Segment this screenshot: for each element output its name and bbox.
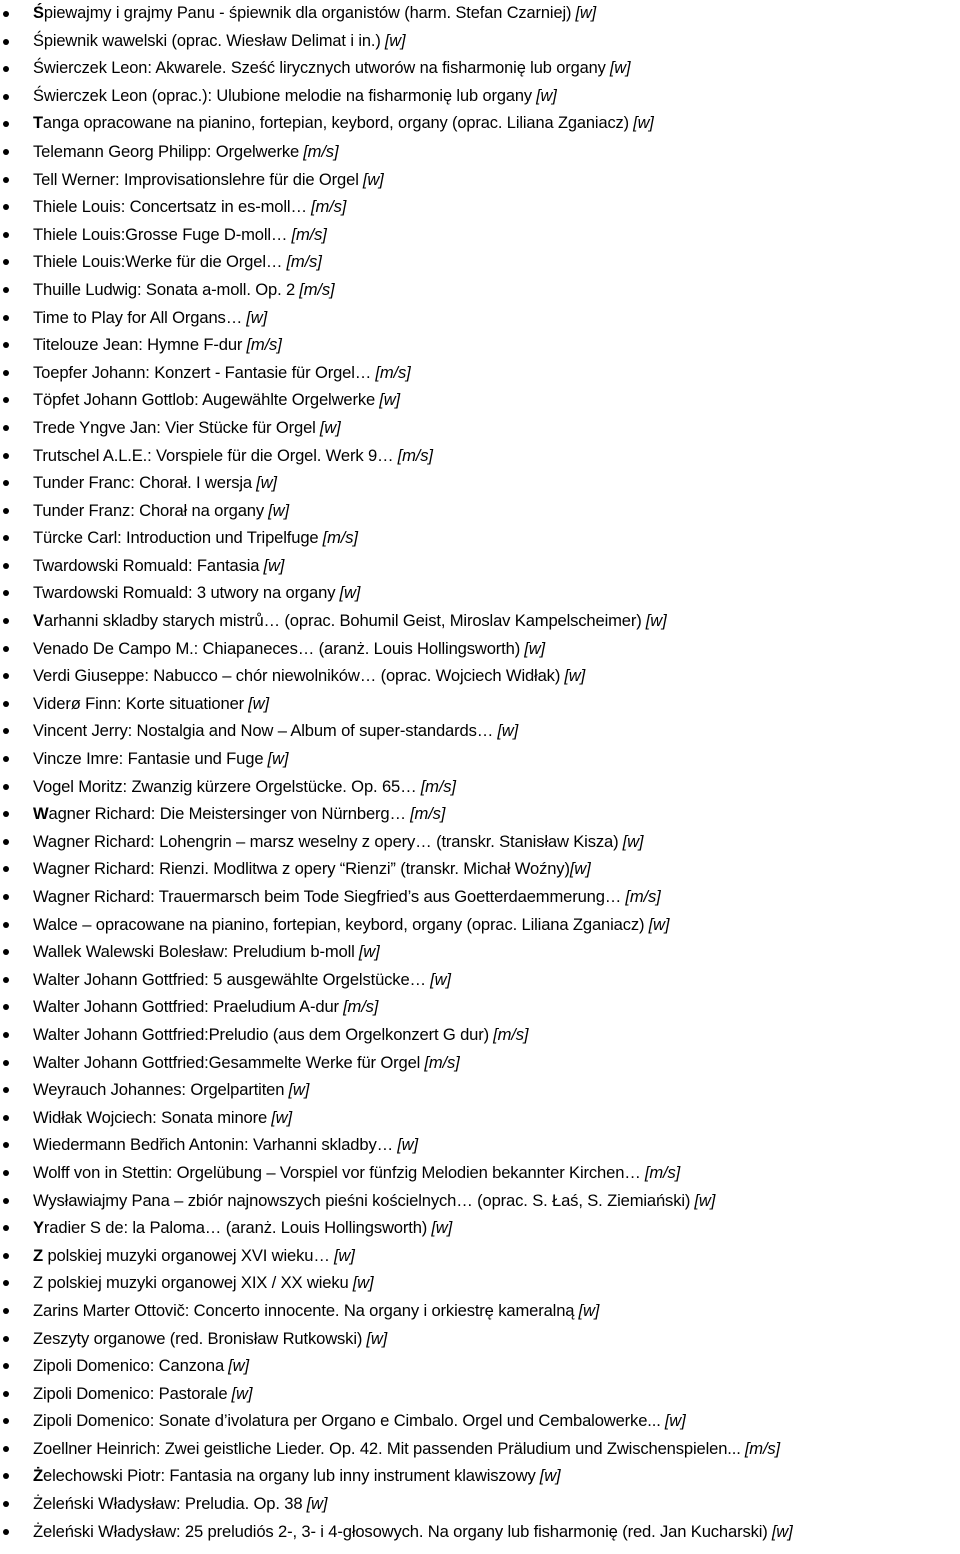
entry-format-tag: [w] — [497, 721, 519, 741]
entry-initial: Z — [33, 1438, 43, 1458]
entry-format-tag: [m/s] — [311, 197, 347, 217]
bullet-icon — [3, 453, 9, 459]
bullet-icon — [3, 149, 9, 155]
list-item — [0, 359, 960, 387]
bullet-icon — [3, 342, 9, 348]
bullet-icon — [3, 370, 9, 376]
entry-text: wardowski Romuald: Fantasia — [42, 555, 260, 575]
entry-format-tag: [m/s] — [286, 252, 322, 272]
bullet-icon — [3, 590, 9, 596]
bullet-icon — [3, 1473, 9, 1479]
entry-initial: W — [33, 1162, 49, 1182]
entry-format-tag: [w] — [288, 1080, 310, 1100]
entry-format-tag: [w] — [430, 969, 451, 989]
entry-text: polskiej muzyki organowej XIX / XX wieku — [43, 1273, 349, 1293]
entry-text: enado De Campo M.: Chiapaneces… (aranż. Louis Hollingsworth) — [43, 638, 521, 658]
entry-initial: T — [33, 555, 43, 575]
entry-format-tag: [w] — [564, 666, 586, 686]
entry-text: ime to Play for All Organs… — [42, 307, 243, 327]
list-item — [0, 304, 960, 332]
entry-text: alce – opracowane na pianino, fortepian, keybord, organy (oprac. Liliana Zganiacz) — [47, 914, 645, 934]
bullet-icon — [3, 563, 9, 569]
entry-format-tag: [m/s] — [303, 141, 339, 161]
list-item — [0, 579, 960, 607]
list-item — [0, 1159, 960, 1187]
bullet-icon — [3, 535, 9, 541]
entry-initial: Ś — [33, 59, 44, 78]
entry-format-tag: [m/s] — [424, 1052, 460, 1072]
entry-initial: W — [33, 1107, 49, 1127]
entry-text: oepfer Johann: Konzert - Fantasie für Orgel… — [41, 362, 372, 382]
entry-text: eleński Władysław: Preludia. Op. 38 — [43, 1494, 303, 1514]
bullet-icon — [3, 839, 9, 845]
list-item — [0, 193, 960, 221]
bullet-icon — [3, 94, 9, 100]
list-item — [0, 110, 960, 138]
bullet-icon — [3, 1280, 9, 1286]
entry-initial: Ż — [33, 1521, 43, 1541]
entry-initial: V — [33, 666, 44, 686]
entry-text: huille Ludwig: Sonata a-moll. Op. 2 — [43, 279, 296, 299]
entry-format-tag: [w] — [384, 31, 406, 50]
entry-initial: Ś — [33, 86, 44, 105]
list-item — [0, 1242, 960, 1270]
list-item — [0, 1214, 960, 1242]
bullet-icon — [3, 1115, 9, 1121]
entry-initial: T — [33, 114, 43, 133]
bullet-icon — [3, 204, 9, 210]
entry-format-tag: [w] — [333, 1245, 355, 1265]
entry-initial: W — [33, 831, 48, 851]
entry-initial: W — [33, 804, 49, 824]
entry-format-tag: [w] — [228, 1356, 249, 1376]
list-item — [0, 221, 960, 249]
entry-initial: T — [33, 224, 43, 244]
entry-format-tag: [w] — [575, 4, 597, 22]
list-item — [0, 497, 960, 525]
entry-text: incze Imre: Fantasie und Fuge — [43, 749, 264, 769]
list-item — [0, 938, 960, 966]
entry-initial: T — [33, 417, 43, 437]
entry-text: alter Johann Gottfried: 5 ausgewählte Orgelstücke… — [47, 969, 426, 989]
entry-text: eyrauch Johannes: Orgelpartiten — [48, 1080, 285, 1100]
entry-text: alter Johann Gottfried:Gesammelte Werke für Orgel — [47, 1052, 421, 1072]
entry-format-tag: [w] — [339, 583, 361, 603]
entry-initial: W — [33, 859, 48, 879]
list-item — [0, 1049, 960, 1077]
bullet-icon — [3, 756, 9, 762]
bullet-icon — [3, 480, 9, 486]
entry-format-tag: [w] — [524, 638, 545, 658]
bullet-icon — [3, 949, 9, 955]
list-item — [0, 800, 960, 828]
entry-text: under Franz: Chorał na organy — [42, 500, 265, 520]
entry-initial: W — [33, 969, 48, 989]
entry-text: agner Richard: Rienzi. Modlitwa z opery “Rienzi” (transkr. Michał Woźny) — [47, 859, 570, 879]
entry-format-tag: [m/s] — [420, 776, 456, 796]
entry-initial: T — [33, 169, 42, 189]
bullet-icon — [3, 728, 9, 734]
entry-text: hiele Louis:Werke für die Orgel… — [43, 252, 283, 272]
entry-initial: Ś — [33, 31, 44, 50]
entry-format-tag: [m/s] — [744, 1438, 781, 1458]
list-item — [0, 1076, 960, 1104]
entry-format-tag: [w] — [622, 831, 644, 851]
entry-text: piewajmy i grajmy Panu - śpiewnik dla organistów (harm. Stefan Czarniej) — [43, 4, 572, 22]
entry-initial: Z — [33, 1383, 43, 1403]
entry-initial: Z — [33, 1245, 43, 1265]
bullet-icon — [3, 121, 9, 127]
entry-format-tag: [w] — [362, 169, 384, 189]
list-item — [0, 1297, 960, 1325]
list-item — [0, 855, 960, 883]
entry-text: radier S de: la Paloma… (aranż. Louis Hollingsworth) — [43, 1218, 428, 1238]
entry-format-tag: [w] — [306, 1494, 328, 1514]
entry-initial: V — [33, 638, 44, 658]
entry-text: allek Walewski Bolesław: Preludium b-moll — [47, 942, 355, 962]
entry-text: rede Yngve Jan: Vier Stücke für Orgel — [42, 417, 316, 437]
entry-format-tag: [m/s] — [625, 887, 661, 906]
entry-initial: T — [33, 279, 43, 299]
list-item — [0, 1187, 960, 1215]
entry-initial: Ż — [33, 1494, 43, 1514]
entry-initial: V — [33, 611, 44, 631]
entry-text: elechowski Piotr: Fantasia na organy lub inny instrument klawiszowy — [43, 1466, 536, 1486]
entry-initial: T — [33, 528, 43, 548]
bullet-icon — [3, 259, 9, 265]
entry-format-tag: [m/s] — [322, 528, 358, 548]
bullet-icon — [3, 866, 9, 872]
entry-format-tag: [w] — [263, 555, 285, 575]
bullet-icon — [3, 1446, 9, 1452]
list-item — [0, 690, 960, 718]
entry-text: ogel Moritz: Zwanzig kürzere Orgelstücke. Op. 65… — [43, 776, 417, 796]
entry-text: itelouze Jean: Hymne F-dur — [42, 335, 243, 355]
entry-text: incent Jerry: Nostalgia and Now – Album of super-standards… — [43, 721, 494, 741]
entry-initial: Z — [33, 1328, 43, 1348]
entry-format-tag: [w] — [539, 1466, 561, 1486]
entry-format-tag: [m/s] — [410, 804, 446, 824]
list-item — [0, 1325, 960, 1353]
entry-format-tag: [w] — [246, 307, 268, 327]
entry-text: elemann Georg Philipp: Orgelwerke — [41, 141, 300, 161]
entry-format-tag: [m/s] — [644, 1162, 681, 1182]
bullet-icon — [3, 1391, 9, 1397]
entry-initial: T — [33, 252, 43, 272]
entry-initial: W — [33, 1024, 48, 1044]
entry-initial: V — [33, 749, 44, 769]
entry-format-tag: [w] — [352, 1273, 374, 1293]
entry-text: alter Johann Gottfried:Preludio (aus dem Orgelkonzert G dur) — [47, 1024, 489, 1044]
entry-format-tag: [w] — [633, 114, 654, 133]
list-item — [0, 276, 960, 304]
entry-text: iderø Finn: Korte situationer — [43, 693, 245, 713]
bullet-icon — [3, 1170, 9, 1176]
entry-format-tag: [w] — [771, 1521, 793, 1541]
bullet-icon — [3, 1060, 9, 1066]
entry-text: anga opracowane na pianino, fortepian, keybord, organy (oprac. Liliana Zganiacz) — [42, 114, 630, 133]
entry-format-tag: [m/s] — [299, 279, 335, 299]
list-item — [0, 993, 960, 1021]
bullet-icon — [3, 894, 9, 900]
entry-format-tag: [w] — [268, 500, 289, 520]
bullet-icon — [3, 1225, 9, 1231]
bullet-icon — [3, 315, 9, 321]
list-item — [0, 966, 960, 994]
list-item — [0, 662, 960, 690]
entry-text: ell Werner: Improvisationslehre für die Orgel — [41, 169, 359, 189]
bullet-icon — [3, 977, 9, 983]
list-item — [0, 1352, 960, 1380]
list-item — [0, 883, 960, 911]
list-item — [0, 911, 960, 939]
list-item — [0, 83, 960, 111]
entry-text: erdi Giuseppe: Nabucco – chór niewolników… (oprac. Wojciech Widłak) — [43, 666, 561, 686]
bullet-icon — [3, 1308, 9, 1314]
entry-format-tag: [w] — [271, 1107, 292, 1127]
entry-initial: Ż — [33, 1466, 43, 1486]
list-item — [0, 1462, 960, 1490]
entry-format-tag: [w] — [694, 1190, 716, 1210]
entry-text: rutschel A.L.E.: Vorspiele für die Orgel. Werk 9… — [42, 445, 394, 465]
entry-format-tag: [w] — [248, 693, 269, 713]
entry-text: eleński Władysław: 25 preludiós 2-, 3- i 4-głosowych. Na organy lub fisharmonię (red. Jan Kucharski) — [43, 1521, 768, 1541]
entry-initial: W — [33, 997, 48, 1017]
entry-format-tag: [m/s] — [291, 224, 327, 244]
entry-initial: Z — [33, 1273, 43, 1293]
entry-initial: Z — [33, 1356, 43, 1376]
entry-text: ipoli Domenico: Canzona — [43, 1356, 225, 1376]
entry-initial: T — [33, 362, 42, 382]
bullet-icon — [3, 425, 9, 431]
list-item — [0, 442, 960, 470]
entry-text: arins Marter Ottovič: Concerto innocente. Na organy i orkiestrę kameralną — [43, 1300, 575, 1320]
entry-format-tag: [w] — [431, 1218, 453, 1238]
entry-initial: Z — [33, 1300, 43, 1320]
entry-format-tag: [m/s] — [397, 445, 433, 465]
entry-format-tag: [m/s] — [375, 362, 411, 382]
bullet-icon — [3, 701, 9, 707]
entry-format-tag: [m/s] — [246, 335, 282, 355]
bullet-icon — [3, 1087, 9, 1093]
list-item — [0, 1435, 960, 1463]
bullet-icon — [3, 1032, 9, 1038]
bullet-icon — [3, 1198, 9, 1204]
entry-text: ysławiajmy Pana – zbiór najnowszych pieśni kościelnych… (oprac. S. Łaś, S. Ziemiański) — [48, 1190, 691, 1210]
bullet-icon — [3, 673, 9, 679]
entry-format-tag: [w] — [536, 86, 557, 105]
entry-format-tag: [w] — [358, 942, 380, 962]
entry-initial: T — [33, 583, 43, 603]
entry-initial: T — [33, 307, 43, 327]
entry-text: ipoli Domenico: Pastorale — [43, 1383, 228, 1403]
entry-text: wierczek Leon (oprac.): Ulubione melodie na fisharmonię lub organy — [43, 86, 532, 105]
bullet-icon — [3, 397, 9, 403]
entry-text: olff von in Stettin: Orgelübung – Vorspiel vor fünfzig Melodien bekannter Kirchen… — [48, 1162, 641, 1182]
entry-format-tag: [w] — [609, 59, 631, 78]
entry-format-tag: [w] — [319, 417, 341, 437]
entry-initial: W — [33, 1190, 49, 1210]
entry-initial: T — [33, 197, 43, 217]
entry-format-tag: [w] — [366, 1328, 388, 1348]
entry-text: wierczek Leon: Akwarele. Sześć lirycznych utworów na fisharmonię lub organy — [43, 59, 606, 78]
bullet-icon — [3, 508, 9, 514]
entry-format-tag: [w] — [379, 390, 400, 410]
entry-initial: T — [33, 141, 42, 161]
bullet-icon — [3, 1363, 9, 1369]
bullet-icon — [3, 232, 9, 238]
entry-text: öpfet Johann Gottlob: Augewählte Orgelwerke — [43, 390, 376, 410]
entry-text: wardowski Romuald: 3 utwory na organy — [42, 583, 336, 603]
list-item — [0, 745, 960, 773]
entry-initial: W — [33, 1080, 49, 1100]
list-item — [0, 1518, 960, 1546]
entry-text: agner Richard: Lohengrin – marsz weselny z opery… (transkr. Stanisław Kisza) — [47, 831, 619, 851]
list-item — [0, 607, 960, 635]
entry-format-tag: [w] — [267, 749, 289, 769]
entry-initial: W — [33, 1052, 48, 1072]
entry-text: oellner Heinrich: Zwei geistliche Lieder. Op. 42. Mit passenden Präludium und Zwischenspielen... — [43, 1438, 741, 1458]
entry-text: idłak Wojciech: Sonata minore — [48, 1107, 268, 1127]
bullet-icon — [3, 1004, 9, 1010]
list-item — [0, 1269, 960, 1297]
entry-initial: W — [33, 914, 48, 934]
list-item — [0, 331, 960, 359]
entry-text: eszyty organowe (red. Bronisław Rutkowski) — [43, 1328, 363, 1348]
bullet-icon — [3, 66, 9, 72]
entry-initial: V — [33, 721, 44, 741]
list-item — [0, 138, 960, 166]
list-item — [0, 0, 960, 28]
list-item — [0, 1131, 960, 1159]
entry-initial: T — [33, 390, 43, 410]
bullet-icon — [3, 618, 9, 624]
entry-initial: Z — [33, 1411, 43, 1431]
entry-text: ürcke Carl: Introduction und Tripelfuge — [43, 528, 319, 548]
entry-initial: W — [33, 942, 48, 962]
list-item — [0, 248, 960, 276]
list-item — [0, 414, 960, 442]
list-item — [0, 55, 960, 83]
entry-initial: W — [33, 1135, 49, 1155]
list-item — [0, 552, 960, 580]
entry-text: arhanni skladby starych mistrů… (oprac. Bohumil Geist, Miroslav Kampelscheimer) — [43, 611, 642, 631]
entry-initial: Ś — [33, 4, 44, 22]
bullet-icon — [3, 1418, 9, 1424]
entry-format-tag: [m/s] — [343, 997, 379, 1017]
bullet-icon — [3, 646, 9, 652]
entry-initial: W — [33, 887, 48, 906]
list-item — [0, 717, 960, 745]
bullet-icon — [3, 922, 9, 928]
entry-format-tag: [w] — [664, 1411, 686, 1431]
list-item — [0, 1104, 960, 1132]
entry-text: polskiej muzyki organowej XVI wieku… — [43, 1245, 330, 1265]
bullet-icon — [3, 11, 9, 17]
entry-text: alter Johann Gottfried: Praeludium A-dur — [47, 997, 339, 1017]
entry-text: ipoli Domenico: Sonate d’ivolatura per Organo e Cimbalo. Orgel und Cembalowerke... — [43, 1411, 661, 1431]
list-item — [0, 635, 960, 663]
bullet-icon — [3, 1501, 9, 1507]
list-item — [0, 1490, 960, 1518]
entry-text: hiele Louis:Grosse Fuge D-moll… — [43, 224, 288, 244]
entry-text: hiele Louis: Concertsatz in es-moll… — [43, 197, 307, 217]
bullet-icon — [3, 287, 9, 293]
entry-text: iedermann Bedřich Antonin: Varhanni skladby… — [48, 1135, 394, 1155]
list-item — [0, 773, 960, 801]
bullet-icon — [3, 1529, 9, 1535]
entry-format-tag: [w] — [648, 914, 670, 934]
entry-initial: Y — [33, 1218, 44, 1238]
entry-initial: T — [33, 335, 43, 355]
entry-text: under Franc: Chorał. I wersja — [42, 473, 252, 493]
entry-format-tag: [w] — [256, 473, 277, 493]
list-item — [0, 1380, 960, 1408]
entry-initial: T — [33, 445, 43, 465]
entry-format-tag: [w] — [578, 1300, 600, 1320]
list-item — [0, 524, 960, 552]
entry-initial: T — [33, 473, 43, 493]
list-item — [0, 386, 960, 414]
entry-format-tag: [w] — [231, 1383, 253, 1403]
entry-initial: V — [33, 693, 44, 713]
list-item — [0, 28, 960, 56]
list-item — [0, 166, 960, 194]
bullet-icon — [3, 784, 9, 790]
entry-format-tag: [m/s] — [493, 1024, 529, 1044]
bullet-icon — [3, 811, 9, 817]
bullet-icon — [3, 1336, 9, 1342]
bullet-icon — [3, 1142, 9, 1148]
entry-text: piewnik wawelski (oprac. Wiesław Delimat i in.) — [43, 31, 381, 50]
bullet-icon — [3, 177, 9, 183]
entry-initial: T — [33, 500, 43, 520]
entry-initial: V — [33, 776, 44, 796]
bullet-icon — [3, 39, 9, 45]
list-item — [0, 1021, 960, 1049]
entry-text: agner Richard: Trauermarsch beim Tode Siegfried’s aus Goetterdaemmerung… — [47, 887, 622, 906]
entry-text: agner Richard: Die Meistersinger von Nürnberg… — [48, 804, 406, 824]
list-item — [0, 469, 960, 497]
bullet-icon — [3, 1253, 9, 1259]
entry-format-tag: [w] — [397, 1135, 418, 1155]
list-item — [0, 1407, 960, 1435]
entry-format-tag: [w] — [569, 859, 591, 879]
entry-format-tag: [w] — [645, 611, 667, 631]
list-item — [0, 828, 960, 856]
